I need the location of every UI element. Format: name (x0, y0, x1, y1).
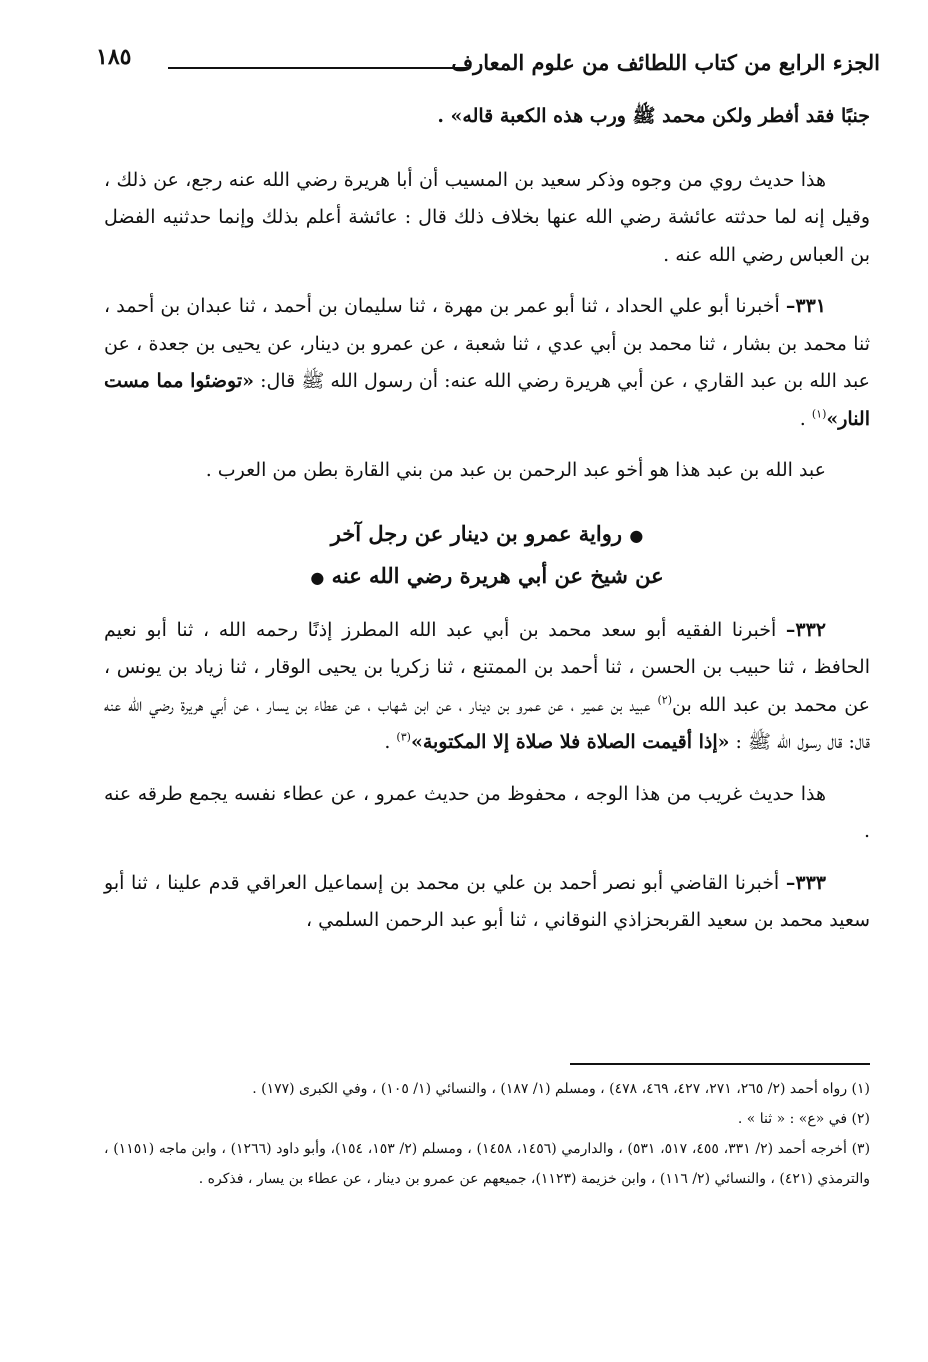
hadith-332-quote: «إذا أقيمت الصلاة فلا صلاة إلا المكتوبة» (410, 731, 730, 753)
footnote-ref-3: (٣) (396, 730, 411, 744)
hadith-332-text-b: عبيد بن عمير ، عن عمرو بن دينار ، عن ابن شهاب ، عن عطاء بن يسار ، عن أبي هريرة رضي الله عنه قال: قال رسول الله ﷺ : (104, 693, 870, 753)
paragraph-continuation: جنبًا فقد أفطر ولكن محمد ﷺ ورب هذه الكعبة قاله» . (437, 105, 870, 127)
hadith-332-text-a: أخبرنا الفقيه أبو سعد محمد بن أبي عبد الله المطرز إذنًا رحمه الله ، ثنا أبو نعيم الحافظ ، ثنا حبيب بن الحسن ، ثنا أحمد بن الممتنع ، ثنا زكريا بن يحيى الوقار ، ثنا زياد بن يونس ، عن محمد بن عبد الله بن (104, 618, 870, 716)
footnotes (104, 1074, 870, 1194)
footnote-rule (570, 1063, 870, 1065)
paragraph-commentary-1: هذا حديث روي من وجوه وذكر سعيد بن المسيب أن أبا هريرة رضي الله عنه رجع، عن ذلك ، وقيل إنه لما حدثته عائشة رضي الله عنها بخلاف ذلك قال : عائشة أعلم بذلك وإنما حدثنيه الفضل بن العباس رضي الله عنه . (104, 168, 870, 266)
section-heading-line-2 (104, 556, 870, 598)
section-heading-text-2: عن شيخ عن أبي هريرة رضي الله عنه (331, 562, 664, 588)
footnote-3: (٣) أخرجه أحمد (٢/ ٣٣١، ٤٥٥، ٥١٧، ٥٣١) ، والدارمي (١٤٥٦، ١٤٥٨) ، ومسلم (٢/ ١٥٣، ١٥٤)، وأبو داود (١٢٦٦) ، وابن ماجه (١١٥١) ، والترمذي (٤٢١) ، والنسائي (٢/ ١١٦) ، وابن خزيمة (١١٢٣)، جميعهم عن عمرو بن دينار ، عن عطاء بن يسار ، فذكره . (104, 1141, 871, 1187)
paragraph-commentary-3: هذا حديث غريب من هذا الوجه ، محفوظ من حديث عمرو ، عن عطاء نفسه يجمع طرقه عنه . (104, 782, 870, 842)
hadith-number-332: ٣٣٢– (785, 618, 826, 641)
footnote-ref-1: (١) (811, 407, 827, 421)
hadith-331-text: أخبرنا أبو علي الحداد ، ثنا أبو عمر بن مهرة ، ثنا سليمان بن أحمد ، ثنا عبدان بن أحمد ، ثنا محمد بن بشار ، ثنا محمد بن أبي عدي ، ثنا شعبة ، عن عمرو بن دينار، عن يحيى بن جعدة ، عن عبد الله بن عبد القاري ، عن أبي هريرة رضي الله عنه: أن رسول الله ﷺ قال: (104, 295, 871, 392)
section-heading-text-1: رواية عمرو بن دينار عن رجل آخر (330, 520, 623, 546)
bullet-icon: ● (629, 525, 644, 545)
hadith-number-331: ٣٣١– (785, 295, 827, 317)
page-number: ١٨٥ (96, 44, 132, 70)
main-text (104, 98, 870, 954)
running-title: الجزء الرابع من كتاب اللطائف من علوم المعارف (451, 50, 880, 75)
section-heading-line-1 (104, 514, 870, 556)
hadith-333 (104, 865, 870, 940)
hadith-332 (104, 612, 870, 762)
hadith-number-333: ٣٣٣– (785, 871, 826, 894)
hadith-331-end: . (799, 407, 812, 430)
page-header (96, 44, 880, 84)
header-rule (168, 67, 468, 69)
hadith-333-text: أخبرنا القاضي أبو نصر أحمد بن علي بن محمد بن إسماعيل العراقي قدم علينا ، ثنا أبو سعيد محمد بن سعيد القربحزاذي النوقاني ، ثنا أبو عبد الرحمن السلمي ، (104, 871, 870, 931)
footnote-1: (١) رواه أحمد (٢/ ٢٦٥، ٢٧١، ٤٢٧، ٤٦٩، ٤٧٨) ، ومسلم (١/ ١٨٧) ، والنسائي (١/ ١٠٥) ، وفي الكبرى (١٧٧) . (252, 1081, 870, 1097)
paragraph-commentary-2: عبد الله بن عبد هذا هو أخو عبد الرحمن بن عبد من بني القارة بطن من العرب . (205, 459, 826, 481)
footnote-ref-2: (٢) (657, 693, 673, 707)
section-heading (104, 514, 870, 598)
bullet-icon: ● (310, 567, 325, 587)
hadith-332-end: . (384, 731, 397, 753)
hadith-331 (104, 288, 870, 438)
hadith-331-quote: «توضئوا مما مست النار» (104, 370, 870, 430)
footnote-2: (٢) في «ع» : « ثنا » . (737, 1111, 870, 1127)
